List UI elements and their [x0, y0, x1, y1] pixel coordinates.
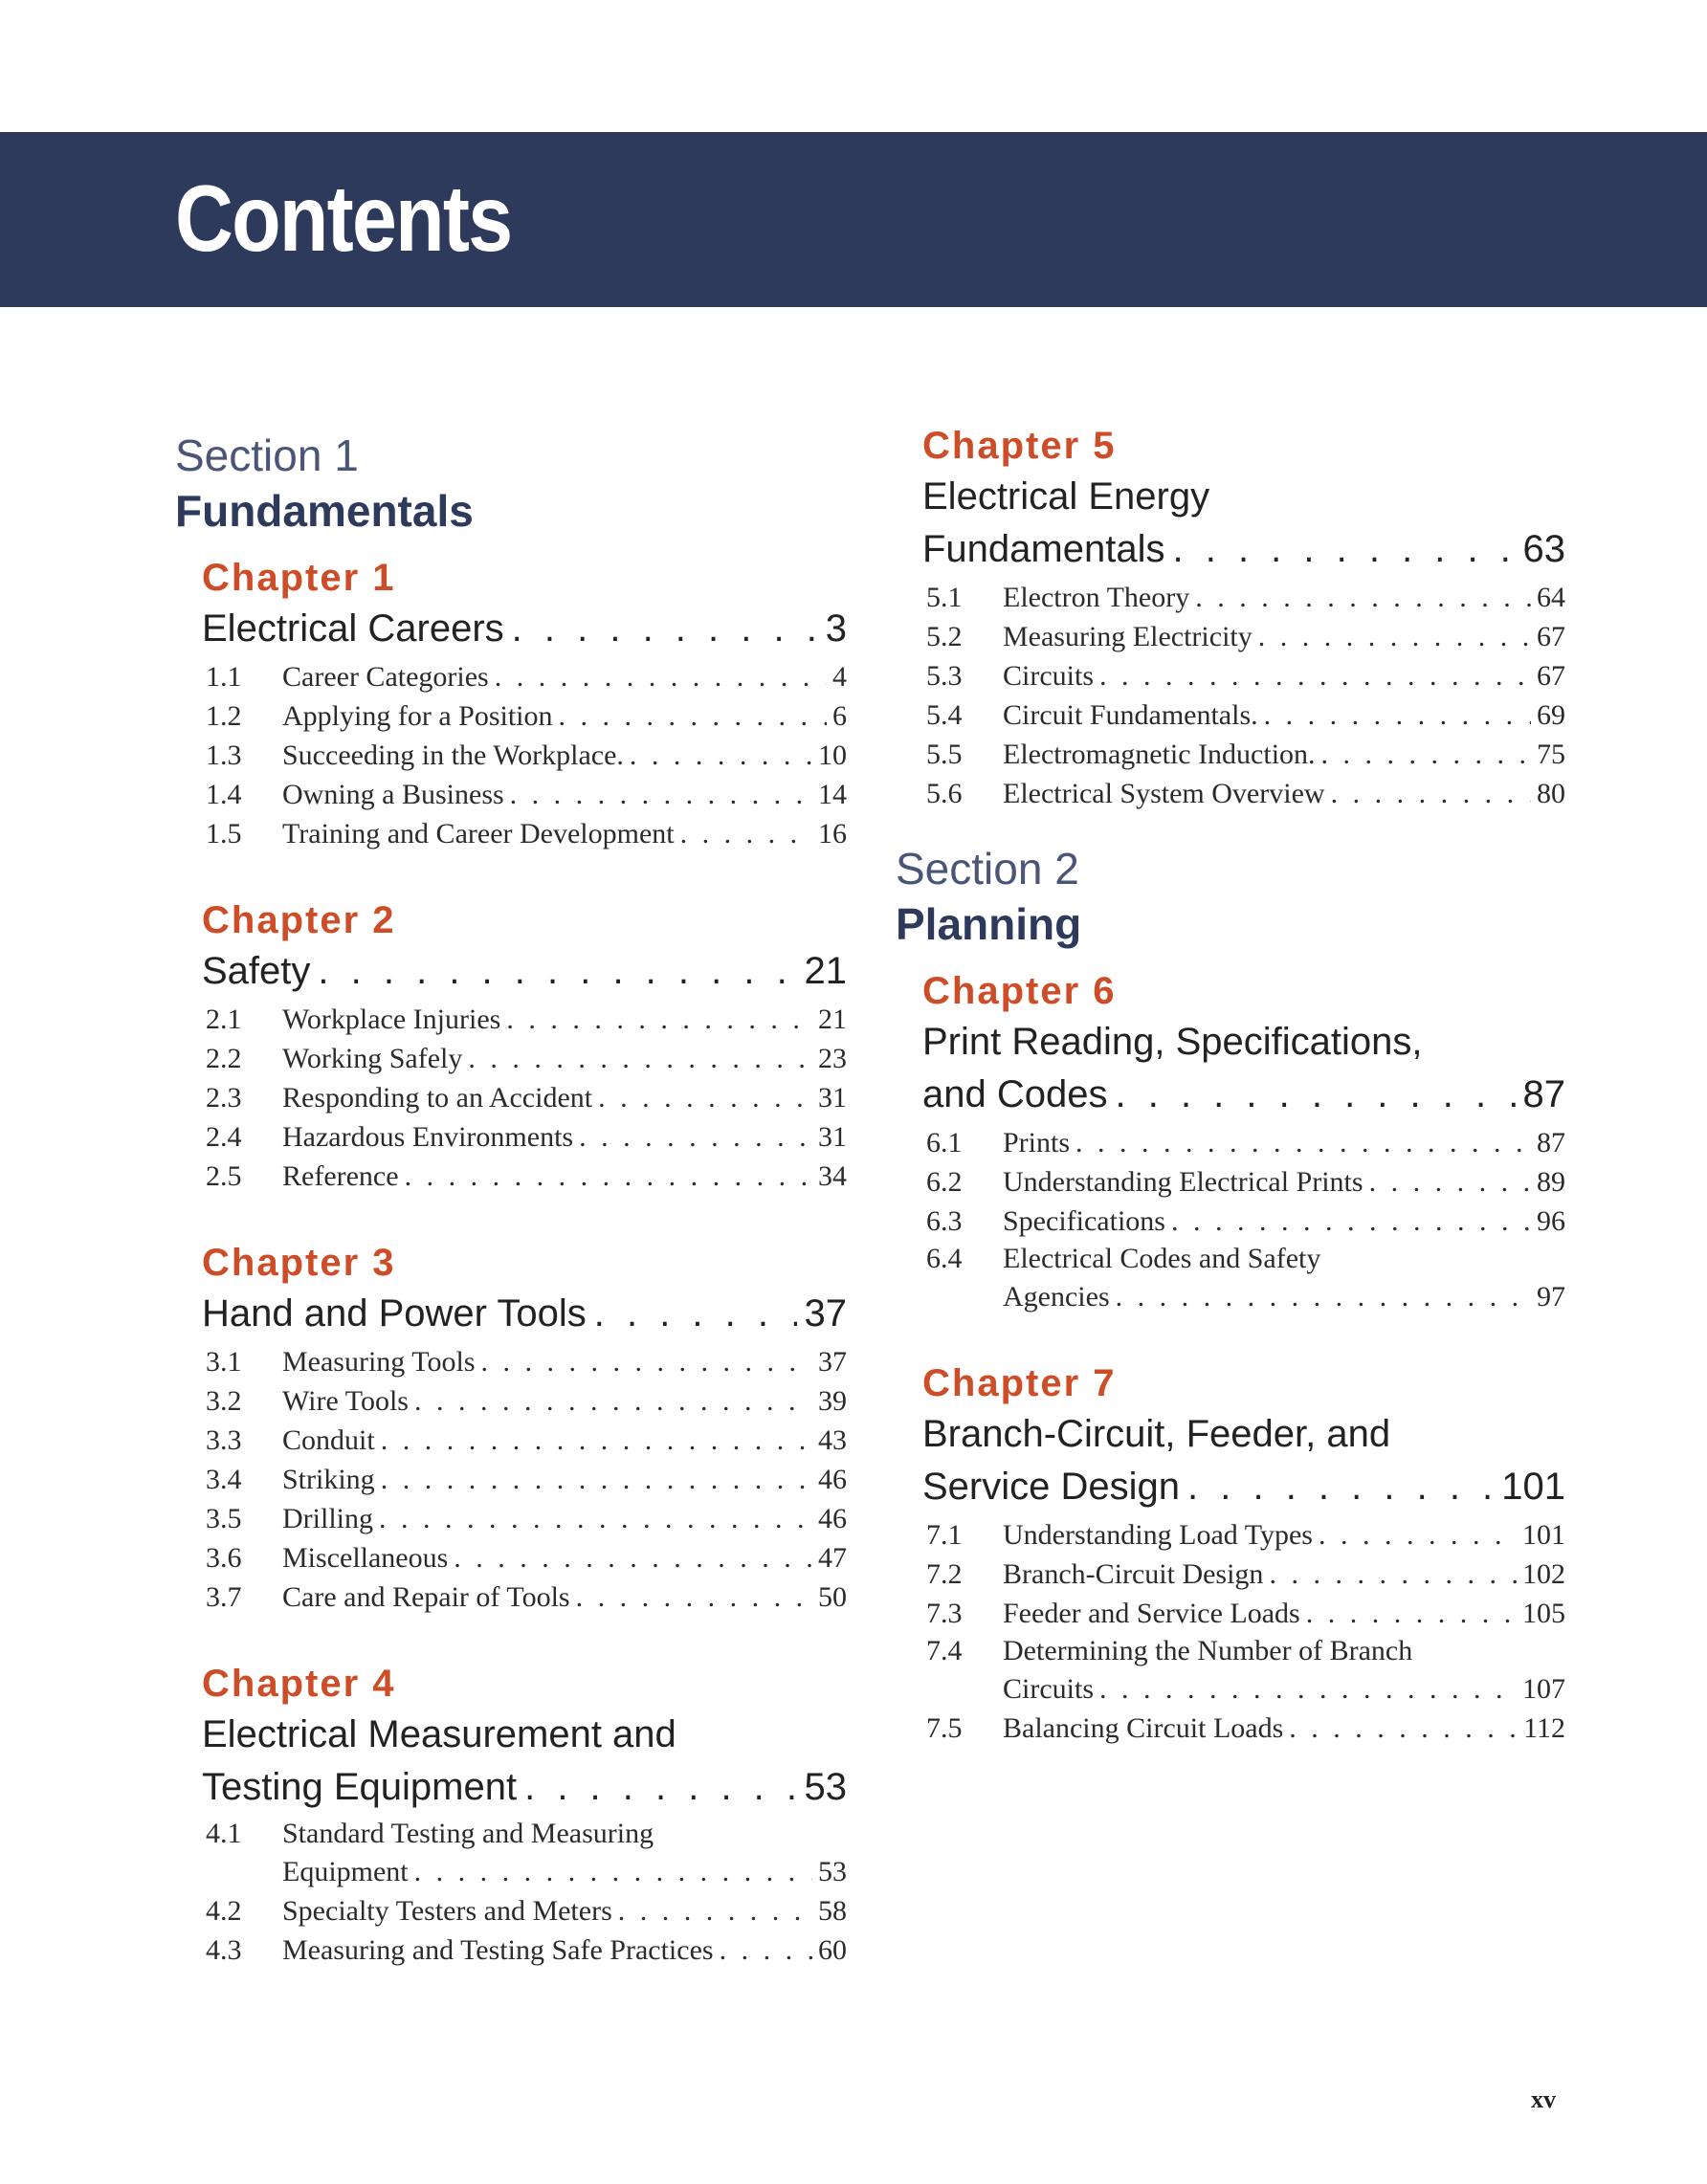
list-item[interactable]: [202, 775, 847, 814]
entry-body: [1003, 1709, 1565, 1748]
entry-number: 4.1: [206, 1818, 242, 1849]
dot-leader: [618, 1891, 812, 1930]
entry-title: Care and Repair of Tools: [282, 1581, 570, 1613]
dot-leader: [594, 1288, 797, 1340]
list-item[interactable]: [202, 1381, 847, 1421]
entry-page-number: 60: [818, 1934, 847, 1966]
entry-number: 2.5: [206, 1160, 242, 1192]
entry-title: Electromagnetic Induction.: [1003, 739, 1316, 770]
entry-number: 5.5: [926, 739, 963, 770]
entry-title: Hazardous Environments: [282, 1121, 574, 1153]
entry-page-number: 101: [1522, 1519, 1565, 1551]
entry-list: [202, 1816, 847, 1970]
list-item[interactable]: [922, 617, 1565, 656]
list-item[interactable]: [202, 1460, 847, 1499]
section-name: Fundamentals: [175, 486, 474, 536]
entry-page-number: 107: [1522, 1673, 1565, 1705]
entry-page-number: 69: [1537, 699, 1565, 731]
chapter-title-row[interactable]: [202, 603, 847, 655]
list-item[interactable]: [202, 1930, 847, 1970]
entry-list: [922, 578, 1565, 813]
list-item[interactable]: [202, 1342, 847, 1381]
entry-title: Feeder and Service Loads: [1003, 1598, 1300, 1629]
entry-title: Circuits: [1003, 660, 1094, 692]
entry-title: Branch-Circuit Design: [1003, 1558, 1264, 1590]
chapter-title: Electrical Energy: [922, 475, 1210, 518]
entry-title: Circuits: [1003, 1673, 1094, 1705]
entry-title: Applying for a Position: [282, 700, 553, 732]
entry-number: 5.2: [926, 621, 963, 652]
entry-body: [282, 1499, 847, 1538]
chapter-title: Branch-Circuit, Feeder, and: [922, 1413, 1391, 1455]
entry-number: 1.4: [206, 779, 242, 810]
entry-body: [282, 1930, 847, 1970]
chapter-title: Safety: [202, 950, 311, 992]
entry-list: [202, 1000, 847, 1196]
entry-number: 7.5: [926, 1712, 963, 1744]
dot-leader: [1264, 695, 1531, 735]
entry-list: [922, 1123, 1565, 1316]
entry-number: 1.1: [206, 661, 242, 693]
chapter-page-number: 63: [1522, 528, 1565, 570]
entry-body: [282, 1538, 847, 1577]
entry-page-number: 96: [1537, 1205, 1565, 1237]
dot-leader: [318, 945, 796, 998]
chapter-page-number: 87: [1522, 1073, 1565, 1115]
dot-leader: [1269, 1555, 1517, 1594]
dot-leader: [1075, 1123, 1531, 1162]
spacer: [896, 1316, 1565, 1345]
entry-body: [282, 1381, 847, 1421]
entry-title: Agencies: [1003, 1281, 1110, 1313]
list-item[interactable]: [202, 814, 847, 853]
list-item[interactable]: [202, 1891, 847, 1930]
dot-leader: [559, 696, 828, 736]
entry-title: Conduit: [282, 1424, 375, 1456]
entry-number: 7.1: [926, 1519, 963, 1551]
entry-page-number: 75: [1537, 739, 1565, 770]
dot-leader: [680, 814, 812, 853]
entry-title: Owning a Business: [282, 779, 504, 810]
entry-title: Measuring Electricity: [1003, 621, 1253, 652]
entry-number: 6.2: [926, 1166, 963, 1198]
entry-page-number: 102: [1522, 1558, 1565, 1590]
entry-first-line: [922, 1241, 1565, 1277]
entry-page-number: 97: [1537, 1281, 1565, 1313]
list-item[interactable]: [922, 1669, 1565, 1709]
entry-title: Workplace Injuries: [282, 1004, 501, 1035]
entry-page-number: 16: [818, 818, 847, 849]
entry-number: 7.4: [926, 1635, 963, 1666]
list-item[interactable]: [202, 657, 847, 696]
entry-page-number: 37: [818, 1346, 847, 1378]
entry-body: [1003, 1669, 1565, 1709]
list-item[interactable]: [202, 1117, 847, 1157]
chapter-page-number: 101: [1501, 1466, 1565, 1508]
list-item[interactable]: [922, 578, 1565, 617]
dot-leader: [630, 736, 812, 775]
chapter-title: Print Reading, Specifications,: [922, 1021, 1423, 1063]
dot-leader: [495, 657, 827, 696]
entry-title: Equipment: [282, 1856, 409, 1887]
entry-title: Electrical System Overview: [1003, 778, 1325, 809]
entry-page-number: 31: [818, 1121, 847, 1153]
list-item[interactable]: [202, 1577, 847, 1617]
entry-number: 1.5: [206, 818, 242, 849]
chapter-title-row[interactable]: [202, 1761, 847, 1814]
dot-leader: [454, 1538, 812, 1577]
entry-number: 2.1: [206, 1004, 242, 1035]
entry-body: [282, 1078, 847, 1117]
entry-body: [282, 657, 847, 696]
entry-page-number: 4: [832, 661, 847, 693]
entry-title: Succeeding in the Workplace.: [282, 739, 624, 771]
entry-body: [1003, 1202, 1565, 1241]
list-item[interactable]: [922, 1162, 1565, 1202]
entry-body: [282, 696, 847, 736]
entry-body: [282, 1460, 847, 1499]
entry-title: Measuring and Testing Safe Practices: [282, 1934, 714, 1966]
chapter-label: Chapter 6: [922, 970, 1117, 1012]
entry-title: Understanding Electrical Prints: [1003, 1166, 1363, 1198]
entry-title: Standard Testing and Measuring: [282, 1818, 654, 1849]
chapter-block: [896, 966, 1565, 1316]
dot-leader: [481, 1342, 812, 1381]
entry-body: [282, 1852, 847, 1891]
entry-title: Specialty Testers and Meters: [282, 1895, 612, 1927]
spacer: [175, 853, 847, 882]
list-item[interactable]: [202, 1499, 847, 1538]
chapter-block: [896, 421, 1565, 813]
dot-leader: [1115, 1069, 1515, 1121]
dot-leader: [1369, 1162, 1531, 1202]
chapter-title-row[interactable]: [202, 1288, 847, 1340]
entry-title: Career Categories: [282, 661, 489, 693]
chapter-block: [175, 895, 847, 1196]
page-title: Contents: [175, 165, 512, 271]
dot-leader: [1289, 1709, 1518, 1748]
entry-page-number: 58: [818, 1895, 847, 1927]
dot-leader: [720, 1930, 812, 1970]
entry-number: 3.3: [206, 1424, 242, 1456]
chapter-page-number: 53: [804, 1766, 847, 1808]
entry-page-number: 46: [818, 1503, 847, 1534]
dot-leader: [506, 1000, 812, 1039]
chapter-block: [175, 553, 847, 853]
entry-page-number: 53: [818, 1856, 847, 1887]
list-item[interactable]: [202, 1078, 847, 1117]
dot-leader: [414, 1381, 812, 1421]
entry-number: 6.3: [926, 1205, 963, 1237]
chapter-block: [175, 1659, 847, 1970]
entry-title: Specifications: [1003, 1205, 1165, 1237]
entry-body: [1003, 1594, 1565, 1633]
chapter-title: Fundamentals: [922, 528, 1165, 570]
entry-title: Electrical Codes and Safety: [1003, 1243, 1321, 1274]
chapter-title: and Codes: [922, 1073, 1108, 1115]
entry-number: 2.2: [206, 1043, 242, 1074]
spacer: [896, 813, 1565, 842]
chapter-label: Chapter 4: [202, 1663, 396, 1705]
chapter-label: Chapter 2: [202, 899, 396, 941]
list-item[interactable]: [922, 1594, 1565, 1633]
entry-body: [1003, 656, 1565, 695]
entry-page-number: 67: [1537, 660, 1565, 692]
dot-leader: [524, 1761, 796, 1814]
chapter-title-row[interactable]: [202, 945, 847, 998]
dot-leader: [1331, 774, 1531, 813]
entry-title: Electron Theory: [1003, 582, 1190, 613]
entry-body: [282, 1039, 847, 1078]
entry-body: [282, 814, 847, 853]
dot-leader: [1116, 1277, 1531, 1316]
chapter-title: Hand and Power Tools: [202, 1292, 587, 1335]
entry-number: 3.2: [206, 1385, 242, 1417]
entry-page-number: 34: [818, 1160, 847, 1192]
entry-page-number: 80: [1537, 778, 1565, 809]
dot-leader: [576, 1577, 812, 1617]
dot-leader: [414, 1852, 812, 1891]
entry-body: [1003, 617, 1565, 656]
entry-title: Training and Career Development: [282, 818, 675, 849]
chapter-title: Electrical Measurement and: [202, 1713, 676, 1755]
left-column: [175, 429, 847, 1970]
entry-page-number: 46: [818, 1464, 847, 1495]
list-item[interactable]: [922, 656, 1565, 695]
entry-number: 5.6: [926, 778, 963, 809]
entry-body: [1003, 1555, 1565, 1594]
entry-page-number: 67: [1537, 621, 1565, 652]
entry-number: 6.1: [926, 1127, 963, 1158]
entry-number: 5.1: [926, 582, 963, 613]
dot-leader: [1172, 523, 1515, 576]
section-number: Section 1: [175, 430, 359, 480]
entry-number: 7.2: [926, 1558, 963, 1590]
list-item[interactable]: [922, 1555, 1565, 1594]
section-number: Section 2: [896, 844, 1079, 893]
dot-leader: [579, 1117, 812, 1157]
chapter-block: [896, 1358, 1565, 1748]
entry-list: [922, 1515, 1565, 1748]
entry-page-number: 23: [818, 1043, 847, 1074]
list-item[interactable]: [922, 1709, 1565, 1748]
entry-title: Drilling: [282, 1503, 373, 1534]
chapter-block: [175, 1238, 847, 1617]
entry-number: 2.4: [206, 1121, 242, 1153]
entry-body: [1003, 1515, 1565, 1555]
dot-leader: [468, 1039, 812, 1078]
dot-leader: [381, 1421, 812, 1460]
entry-body: [282, 1342, 847, 1381]
dot-leader: [1187, 1461, 1494, 1513]
entry-body: [1003, 695, 1565, 735]
entry-body: [1003, 1123, 1565, 1162]
entry-number: 4.3: [206, 1934, 242, 1966]
chapter-title: Service Design: [922, 1466, 1181, 1508]
entry-title: Measuring Tools: [282, 1346, 476, 1378]
entry-body: [1003, 774, 1565, 813]
chapter-title-row[interactable]: [922, 523, 1565, 576]
entry-number: 1.2: [206, 700, 242, 732]
list-item[interactable]: [202, 696, 847, 736]
list-item[interactable]: [922, 1123, 1565, 1162]
list-item[interactable]: [922, 735, 1565, 774]
list-item[interactable]: [202, 1157, 847, 1196]
entry-number: 7.3: [926, 1598, 963, 1629]
entry-body: [282, 736, 847, 775]
dot-leader: [1319, 1515, 1517, 1555]
entry-title: Reference: [282, 1160, 399, 1192]
chapter-title-row[interactable]: [922, 1461, 1565, 1513]
entry-number: 2.3: [206, 1082, 242, 1114]
chapter-title: Testing Equipment: [202, 1766, 518, 1808]
section-heading: [175, 429, 847, 540]
dot-leader: [381, 1460, 812, 1499]
list-item[interactable]: [922, 1515, 1565, 1555]
entry-first-line: [922, 1633, 1565, 1669]
entry-page-number: 89: [1537, 1166, 1565, 1198]
list-item[interactable]: [202, 1039, 847, 1078]
list-item[interactable]: [202, 1852, 847, 1891]
entry-number: 3.1: [206, 1346, 242, 1378]
dot-leader: [1306, 1594, 1517, 1633]
spacer: [175, 1617, 847, 1645]
entry-number: 3.6: [206, 1542, 242, 1574]
entry-page-number: 39: [818, 1385, 847, 1417]
chapter-title: Electrical Careers: [202, 607, 504, 650]
entry-number: 3.7: [206, 1581, 242, 1613]
section-name: Planning: [896, 899, 1082, 949]
dot-leader: [405, 1157, 812, 1196]
entry-page-number: 21: [818, 1004, 847, 1035]
entry-page-number: 64: [1537, 582, 1565, 613]
chapter-label: Chapter 5: [922, 425, 1117, 467]
entry-number: 3.4: [206, 1464, 242, 1495]
entry-title: Understanding Load Types: [1003, 1519, 1313, 1551]
entry-page-number: 50: [818, 1581, 847, 1613]
entry-body: [282, 775, 847, 814]
entry-title: Determining the Number of Branch: [1003, 1635, 1413, 1666]
chapter-page-number: 21: [804, 950, 847, 992]
entry-page-number: 105: [1522, 1598, 1565, 1629]
contents-banner: [0, 132, 1707, 307]
entry-page-number: 10: [818, 739, 847, 771]
entry-page-number: 31: [818, 1082, 847, 1114]
chapter-title-row[interactable]: [922, 1069, 1565, 1121]
entry-number: 3.5: [206, 1503, 242, 1534]
entry-title: Balancing Circuit Loads: [1003, 1712, 1284, 1744]
chapter-page-number: 3: [825, 607, 847, 650]
list-item[interactable]: [922, 774, 1565, 813]
entry-body: [1003, 1277, 1565, 1316]
dot-leader: [1099, 656, 1531, 695]
entry-title: Responding to an Accident: [282, 1082, 593, 1114]
entry-body: [282, 1000, 847, 1039]
dot-leader: [510, 775, 812, 814]
chapter-page-number: 37: [804, 1292, 847, 1335]
dot-leader: [512, 603, 818, 655]
entry-page-number: 6: [832, 700, 847, 732]
list-item[interactable]: [202, 736, 847, 775]
right-column: [896, 421, 1565, 1748]
entry-page-number: 87: [1537, 1127, 1565, 1158]
entry-body: [282, 1421, 847, 1460]
entry-title: Circuit Fundamentals.: [1003, 699, 1258, 731]
dot-leader: [379, 1499, 812, 1538]
entry-title: Striking: [282, 1464, 375, 1495]
entry-body: [282, 1117, 847, 1157]
entry-number: 1.3: [206, 739, 242, 771]
chapter-label: Chapter 3: [202, 1242, 396, 1284]
dot-leader: [1171, 1202, 1531, 1241]
dot-leader: [1099, 1669, 1517, 1709]
entry-page-number: 43: [818, 1424, 847, 1456]
entry-first-line: [202, 1816, 847, 1852]
entry-body: [282, 1891, 847, 1930]
entry-body: [282, 1157, 847, 1196]
entry-title: Wire Tools: [282, 1385, 409, 1417]
list-item[interactable]: [922, 1202, 1565, 1241]
entry-body: [1003, 1162, 1565, 1202]
entry-page-number: 14: [818, 779, 847, 810]
entry-list: [202, 657, 847, 853]
entry-page-number: 112: [1523, 1712, 1565, 1744]
entry-list: [202, 1342, 847, 1617]
entry-body: [1003, 735, 1565, 774]
entry-title: Prints: [1003, 1127, 1071, 1158]
list-item[interactable]: [202, 1000, 847, 1039]
entry-title: Miscellaneous: [282, 1542, 449, 1574]
entry-number: 6.4: [926, 1243, 963, 1274]
dot-leader: [598, 1078, 812, 1117]
dot-leader: [1321, 735, 1531, 774]
section-heading: [896, 842, 1565, 953]
list-item[interactable]: [202, 1421, 847, 1460]
entry-page-number: 47: [818, 1542, 847, 1574]
dot-leader: [1195, 578, 1531, 617]
spacer: [175, 1196, 847, 1224]
dot-leader: [1258, 617, 1531, 656]
chapter-label: Chapter 1: [202, 557, 396, 599]
list-item[interactable]: [922, 1277, 1565, 1316]
list-item[interactable]: [922, 695, 1565, 735]
entry-title: Working Safely: [282, 1043, 463, 1074]
entry-body: [1003, 578, 1565, 617]
entry-number: 5.4: [926, 699, 963, 731]
page-number: xv: [1531, 2085, 1556, 2113]
entry-number: 5.3: [926, 660, 963, 692]
entry-body: [282, 1577, 847, 1617]
list-item[interactable]: [202, 1538, 847, 1577]
chapter-label: Chapter 7: [922, 1362, 1117, 1404]
entry-number: 4.2: [206, 1895, 242, 1927]
